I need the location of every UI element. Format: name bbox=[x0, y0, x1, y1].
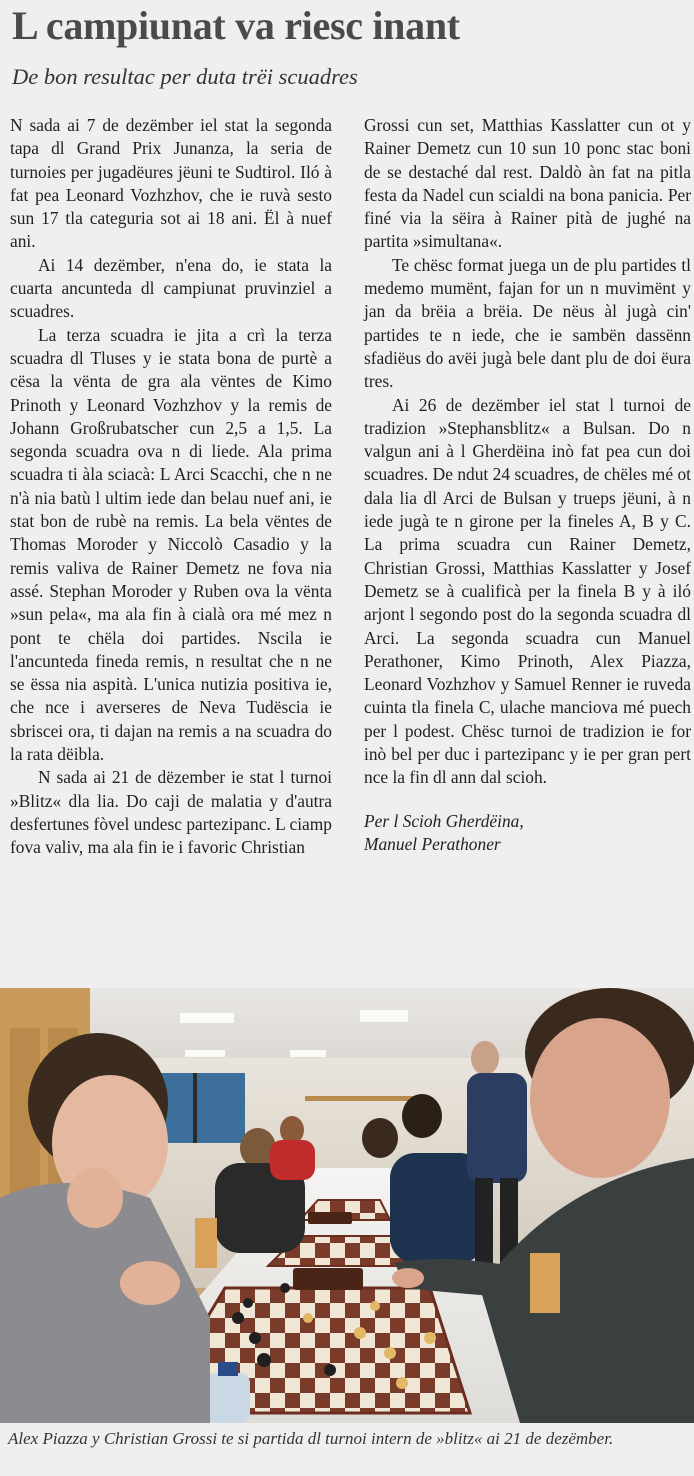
paragraph: Ai 14 dezëmber, n'ena do, ie stata la cuarta ancunteda dl campiunat pruvinziel a scuadres. bbox=[10, 254, 332, 322]
paragraph: N sada ai 21 de dëzember ie stat l turnoi »Blitz« dla lia. Do caji de malatia y d'autra desfertunes fòvel undesc partezipanc. L ciamp fova valiv, ma ala fin ie i favoric Christian bbox=[10, 767, 332, 858]
paragraph: Grossi cun set, Matthias Kasslatter cun ot y Rainer Demetz cun 10 sun 10 ponc stac boni de se destaché dal rest. Daldò àn fat na pitla festa da Nadel cun scialdi na bona panicia. Per finé via la sëira à Rainer pità de jughé na partita »simultana«. bbox=[364, 115, 691, 252]
photo-illustration bbox=[0, 988, 694, 1423]
paragraph: Ai 26 de dezëmber iel stat l turnoi de tradizion »Stephansblitz« a Bulsan. Do n valgun ani à l Gherdëina inò fat pea cun doi scuadres. De ndut 24 scuadres, de chëles mé ot dala lia dl Arci de Bulsan y trueps jëuni, à n iede jugà te n girone per la fineles A, B y C. La prima scuadra cun Rainer Demetz, Christian Grossi, Matthias Kasslatter y Josef Demetz se à cualificà per la finela B y à iló arjont l segondo post do la segonda scuadra dl Arci. La segonda scuadra cun Manuel Perathoner, Kimo Prinoth, Alex Piazza, Leonard Vozhzhov y Samuel Renner ie ruveda cuinta tla finela C, ulache manciova mé puech per l podest. Chësc turnoi de tradizion ie for inò bel per duc i partezipanc y ie per gran pert nce la fin dl ann dal scioh. bbox=[364, 394, 691, 788]
photo-caption: Alex Piazza y Christian Grossi te si partida dl turnoi intern de »blitz« ai 21 de dezëmber. bbox=[8, 1429, 614, 1448]
article-title: L campiunat va riesc inant bbox=[12, 3, 460, 48]
paragraph: N sada ai 7 de dezëmber iel stat la segonda tapa dl Grand Prix Junanza, la seria de turnoies per jugadëures jëuni te Sudtirol. Iló à fat pea Leonard Vozhzhov, che ie ruvà sesto sun 17 tla categuria sot ai 18 ani. Ël à nuef ani. bbox=[10, 115, 332, 252]
signature bbox=[364, 810, 691, 857]
left-column bbox=[10, 114, 332, 860]
paragraph: La terza scuadra ie jita a crì la terza scuadra dl Tluses y ie stata bona de purtè a cësa la vënta de gra ala vëntes de Kimo Prinoth y Leonard Vozhzhov y la remis de Johann Großrubatscher cun 2,5 a 1,5. La segonda scuadra ova n di liede. Ala prima scuadra ti àla sciacà: L Arci Scacchi, che n ne n'à nia batù l ultim iede dan belau nuef ani, ie stat bon de rubè na remis. La bela vëntes de Thomas Moroder y Niccolò Casadio y la remis valiva de Rainer Demetz ne fova nia assé. Stephan Moroder y Ruben ova la vënta »sun pela«, ma ala fin à cialà ora mé mez n pont te chëla doi partides. Nscila ie l'ancunteda fineda remis, n resultat che n ne se ëssa nia aspità. L'unica nutizia positiva ie, che nce i averseres de Neva Tudëscia ie sbriscei ora, ti dajan na remis a na scuadra do la rata dëibla. bbox=[10, 324, 332, 765]
signature-org: Per l Scioh Gherdëina, bbox=[364, 810, 524, 831]
right-column bbox=[364, 114, 691, 856]
paragraph: Te chësc format juega un de plu partides tl medemo mumënt, fajan for un n muvimënt y jan da brëia a brëia. De nëus àl jugà cin' partides te n iede, che ie sambën dassënn sfadiëus do avëi jugà bele dant plu de doi ëura tres. bbox=[364, 254, 691, 392]
chess-tournament-photo bbox=[0, 988, 694, 1423]
article-subtitle: De bon resultac per duta trëi scuadres bbox=[12, 64, 358, 89]
signature-author: Manuel Perathoner bbox=[364, 833, 501, 854]
